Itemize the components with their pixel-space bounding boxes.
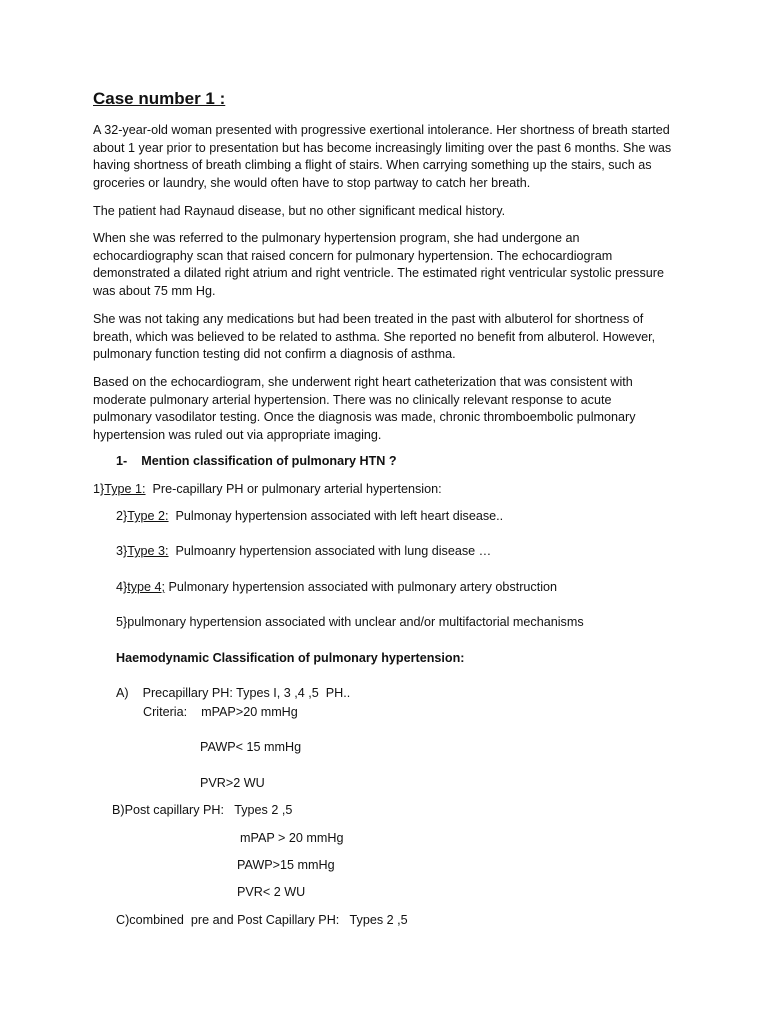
question-number: 1-	[116, 454, 128, 468]
type-1-item: 1}Type 1: Pre-capillary PH or pulmonary arterial hypertension:	[93, 482, 442, 496]
case-paragraph-history: The patient had Raynaud disease, but no other significant medical history.	[93, 204, 506, 218]
type-5-item: 5}pulmonary hypertension associated with unclear and/or multifactorial mechanisms	[116, 615, 584, 629]
question-1	[116, 454, 397, 468]
case-title: Case number 1 :	[93, 89, 226, 108]
case-paragraph-presentation: A 32-year-old woman presented with progressive exertional intolerance. Her shortness of breath started about 1 year prior to presentation but has become increasingly limiting over the past 6 months. She was having shortness of breath climbing a flight of stairs. When carrying something up the stairs, such as groceries or laundry, she would often have to stop partway to catch her breath.	[93, 123, 672, 190]
postcapillary-pvr: PVR< 2 WU	[237, 885, 306, 899]
question-text: Mention classification of pulmonary HTN ?	[141, 454, 397, 468]
type-3-label: Type 3:	[127, 544, 169, 558]
postcapillary-line: B)Post capillary PH: Types 2 ,5	[112, 803, 293, 817]
combined-line: C)combined pre and Post Capillary PH: Types 2 ,5	[116, 913, 408, 927]
precapillary-criteria: Criteria: mPAP>20 mmHg	[143, 705, 298, 719]
postcapillary-mpap: mPAP > 20 mmHg	[240, 831, 344, 845]
haemodynamic-heading: Haemodynamic Classification of pulmonary hypertension:	[116, 651, 465, 665]
case-paragraph-catheterization: Based on the echocardiogram, she underwent right heart catheterization that was consistent with moderate pulmonary arterial hypertension. There was no clinically relevant response to acute pulmonary vasodilator testing. Once the diagnosis was made, chronic thromboembolic pulmonary hypertension was ruled out via appropriate imaging.	[93, 375, 636, 442]
postcapillary-pawp: PAWP>15 mmHg	[237, 858, 335, 872]
type-3-item: 3}Type 3: Pulmoanry hypertension associated with lung disease …	[116, 544, 492, 558]
type-2-label: Type 2:	[127, 509, 169, 523]
precapillary-line: A) Precapillary PH: Types I, 3 ,4 ,5 PH..	[116, 686, 351, 700]
case-paragraph-medications: She was not taking any medications but had been treated in the past with albuterol for shortness of breath, which was believed to be related to asthma. She reported no benefit from albuterol. However, pulmonary function testing did not confirm a diagnosis of asthma.	[93, 312, 656, 362]
precapillary-pawp: PAWP< 15 mmHg	[200, 740, 302, 754]
type-1-label: Type 1:	[104, 482, 146, 496]
precapillary-pvr: PVR>2 WU	[200, 776, 265, 790]
case-paragraph-echo: When she was referred to the pulmonary hypertension program, she had undergone an echocardiography scan that raised concern for pulmonary hypertension. The echocardiogram demonstrated a dilated right atrium and right ventricle. The estimated right ventricular systolic pressure was about 75 mm Hg.	[93, 231, 664, 298]
type-4-label: type 4;	[127, 580, 166, 594]
type-4-item: 4}type 4; Pulmonary hypertension associated with pulmonary artery obstruction	[116, 580, 558, 594]
type-2-item: 2}Type 2: Pulmonay hypertension associated with left heart disease..	[116, 509, 504, 523]
